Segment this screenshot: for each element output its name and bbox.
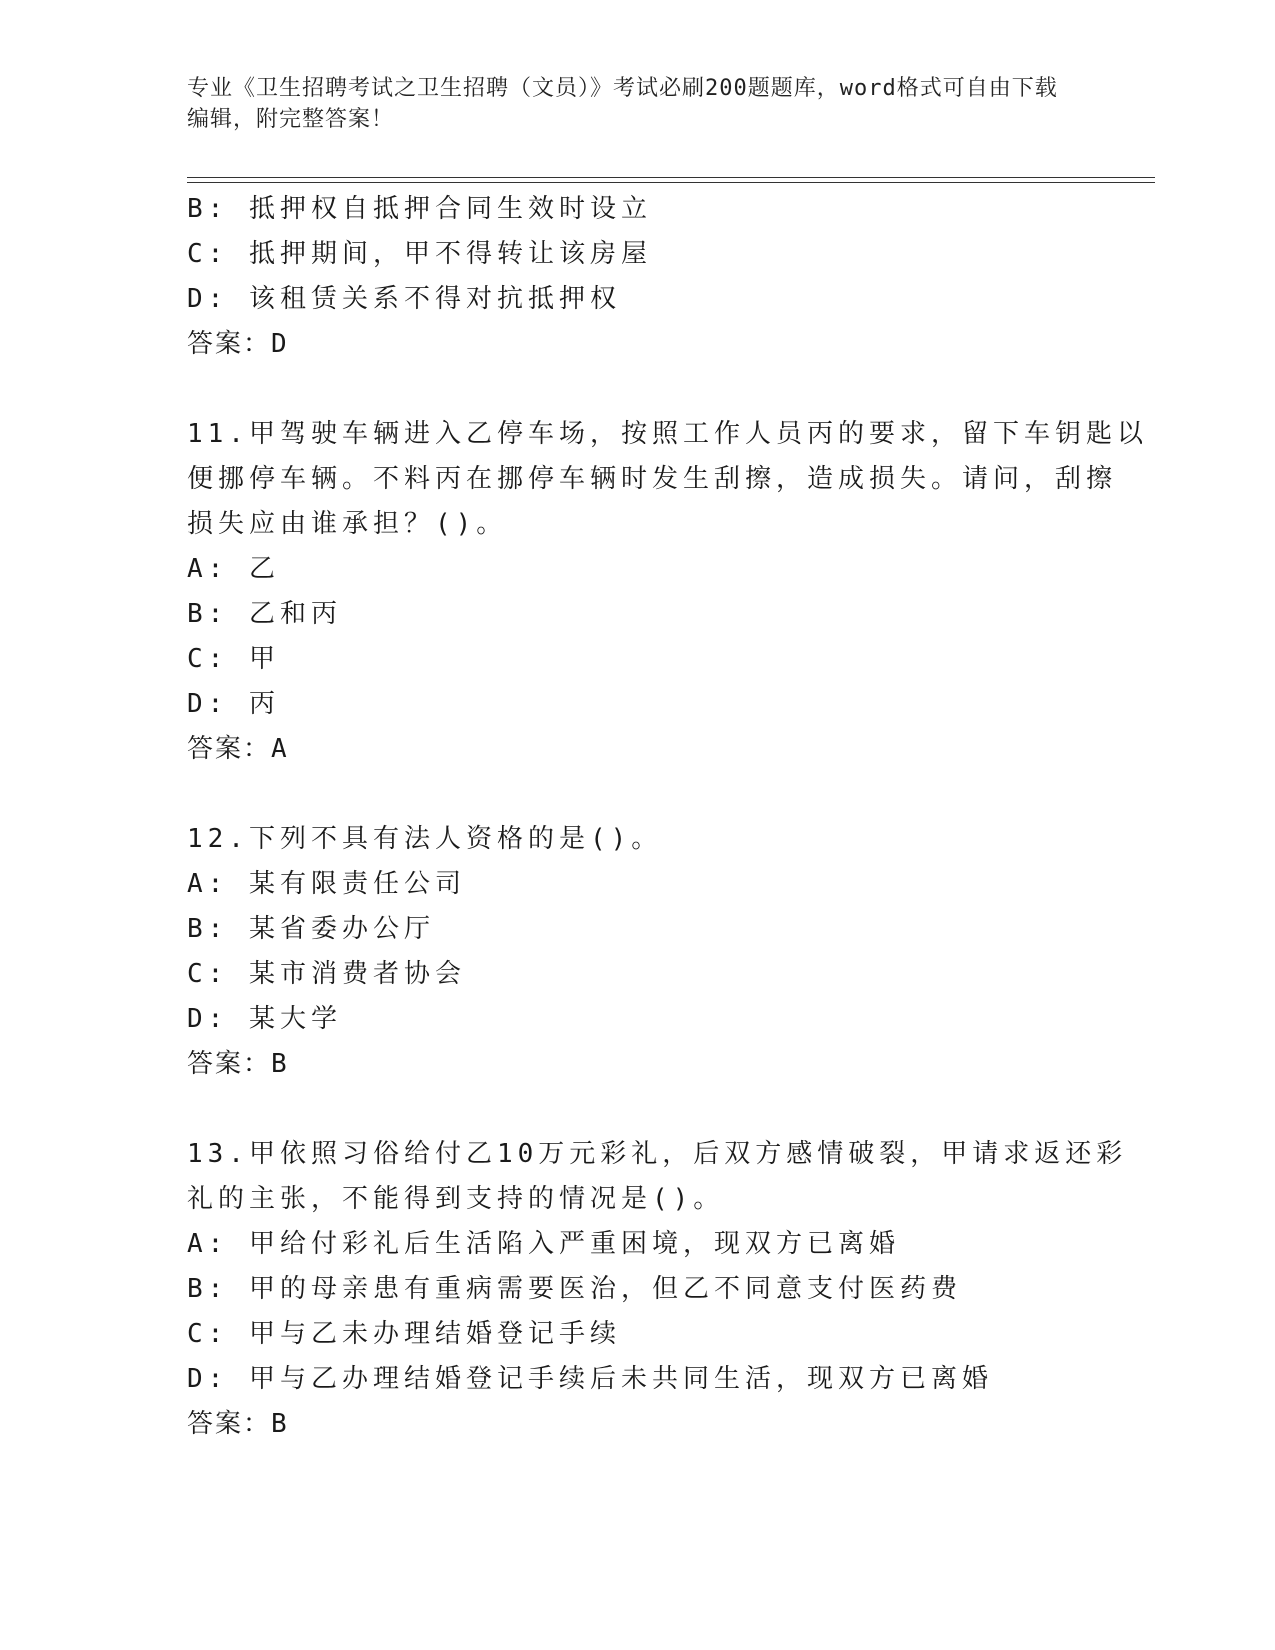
option-b: B: 某省委办公厅 bbox=[187, 914, 435, 944]
option-c: C: 甲 bbox=[187, 644, 280, 674]
option-a: A: 某有限责任公司 bbox=[187, 869, 466, 899]
option-b: B: 乙和丙 bbox=[187, 599, 342, 629]
option-c: C: 抵押期间，甲不得转让该房屋 bbox=[187, 239, 652, 269]
option-d: D: 某大学 bbox=[187, 1004, 342, 1034]
option-c: C: 甲与乙未办理结婚登记手续 bbox=[187, 1319, 621, 1349]
divider-line bbox=[187, 182, 1155, 183]
answer: 答案：B bbox=[187, 1409, 289, 1439]
option-b: B: 抵押权自抵押合同生效时设立 bbox=[187, 194, 652, 224]
question-stem: 11.甲驾驶车辆进入乙停车场，按照工作人员丙的要求，留下车钥匙以 bbox=[187, 419, 1148, 449]
option-a: A: 乙 bbox=[187, 554, 280, 584]
question-stem: 便挪停车辆。不料丙在挪停车辆时发生刮擦，造成损失。请问，刮擦 bbox=[187, 464, 1118, 494]
answer: 答案：D bbox=[187, 329, 289, 359]
question-stem: 礼的主张，不能得到支持的情况是()。 bbox=[187, 1184, 725, 1214]
answer: 答案：A bbox=[187, 734, 289, 764]
answer: 答案：B bbox=[187, 1049, 289, 1079]
divider-line bbox=[187, 177, 1155, 178]
question-stem: 13.甲依照习俗给付乙10万元彩礼，后双方感情破裂，甲请求返还彩 bbox=[187, 1139, 1128, 1169]
question-stem: 损失应由谁承担？()。 bbox=[187, 509, 508, 539]
option-a: A: 甲给付彩礼后生活陷入严重困境，现双方已离婚 bbox=[187, 1229, 900, 1259]
question-stem: 12.下列不具有法人资格的是()。 bbox=[187, 824, 663, 854]
document-intro: 专业《卫生招聘考试之卫生招聘（文员）》考试必刷200题题库，word格式可自由下载编辑，附完整答案！ bbox=[187, 76, 1058, 132]
option-b: B: 甲的母亲患有重病需要医治，但乙不同意支付医药费 bbox=[187, 1274, 962, 1304]
option-c: C: 某市消费者协会 bbox=[187, 959, 466, 989]
option-d: D: 甲与乙办理结婚登记手续后未共同生活，现双方已离婚 bbox=[187, 1364, 993, 1394]
option-d: D: 该租赁关系不得对抗抵押权 bbox=[187, 284, 621, 314]
option-d: D: 丙 bbox=[187, 689, 280, 719]
